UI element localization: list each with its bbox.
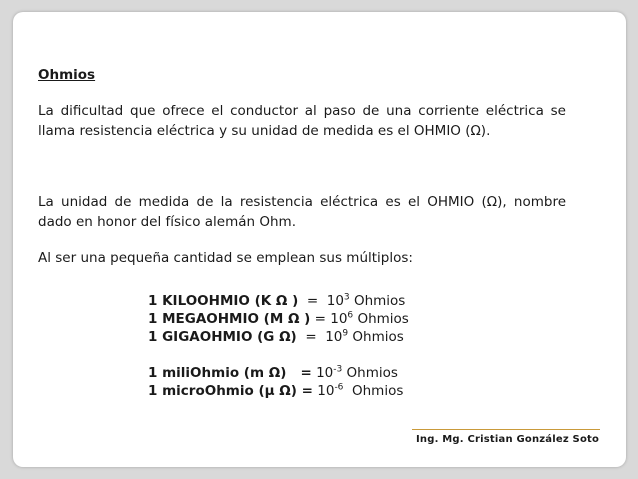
paragraph-unit: La unidad de medida de la resistencia eléctrica es el OHMIO (Ω), nombre dado en honor del físico alemán Ohm. (38, 194, 566, 230)
submultiple-unit: Ohmios (342, 365, 398, 381)
multiple-equals: = 10 (298, 293, 344, 309)
multiple-unit: Ohmios (349, 293, 406, 309)
submultiple-miliohmio (148, 364, 398, 382)
submultiple-equals: 10 (311, 365, 334, 381)
submultiple-exponent: -3 (333, 364, 343, 375)
paragraph-multiples-intro: Al ser una pequeña cantidad se emplean sus múltiplos: (38, 250, 413, 266)
submultiple-equals: 10 (312, 383, 335, 399)
multiple-equals: = 10 (296, 329, 343, 345)
multiple-label: 1 GIGAOHMIO (G Ω) (148, 329, 297, 345)
submultiple-unit: Ohmios (343, 383, 404, 399)
submultiple-label: 1 microOhmio (μ Ω) = (148, 383, 313, 399)
multiple-exponent: 9 (342, 328, 349, 339)
multiple-gigaohmio (148, 328, 404, 346)
multiple-unit: Ohmios (348, 329, 404, 345)
submultiple-label: 1 miliOhmio (m Ω) = (148, 365, 312, 381)
paragraph-definition: La dificultad que ofrece el conductor al paso de una corriente eléctrica se llama resistencia eléctrica y su unidad de medida es el OHMIO (Ω). (38, 103, 566, 139)
author-credit: Ing. Mg. Cristian González Soto (416, 434, 600, 445)
multiple-kiloohmio (148, 292, 405, 310)
slide-heading: Ohmios (38, 67, 96, 83)
multiple-label: 1 KILOOHMIO (K Ω ) (148, 293, 299, 309)
footer-rule (412, 429, 600, 430)
multiple-label: 1 MEGAOHMIO (M Ω ) (148, 311, 311, 327)
multiple-unit: Ohmios (353, 311, 409, 327)
submultiple-exponent: -6 (334, 382, 344, 393)
multiple-megaohmio (148, 310, 409, 328)
multiple-equals: = 10 (310, 311, 348, 327)
multiple-exponent: 6 (347, 310, 354, 321)
submultiple-microohmio (148, 382, 403, 400)
multiple-exponent: 3 (343, 292, 350, 303)
